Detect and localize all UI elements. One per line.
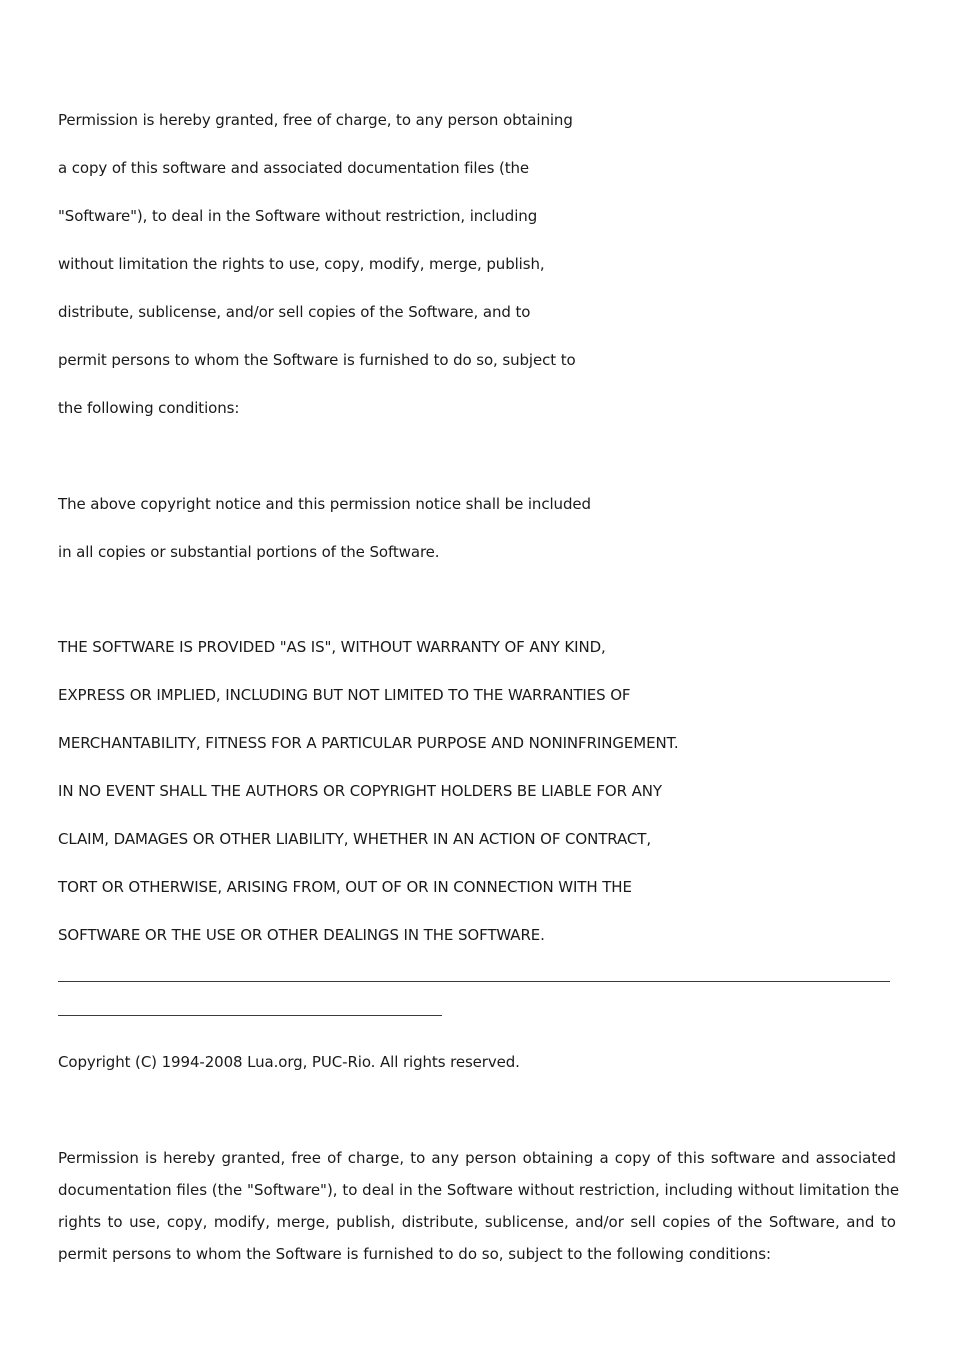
paragraph-line-3: rights to use, copy, modify, merge, publish, distribute, sublicense, and/or sell copies of the Software, and to (58, 1213, 896, 1231)
warranty-line-5: CLAIM, DAMAGES OR OTHER LIABILITY, WHETHER IN AN ACTION OF CONTRACT, (58, 830, 652, 848)
permission-line-2: a copy of this software and associated documentation files (the (58, 159, 530, 177)
warranty-line-2: EXPRESS OR IMPLIED, INCLUDING BUT NOT LIMITED TO THE WARRANTIES OF (58, 686, 631, 704)
notice-line-2: in all copies or substantial portions of the Software. (58, 543, 440, 561)
separator-rule-short (58, 1015, 442, 1016)
paragraph-line-2: documentation files (the "Software"), to deal in the Software without restriction, including without limitation the (58, 1181, 900, 1199)
permission-line-3: "Software"), to deal in the Software without restriction, including (58, 207, 538, 225)
notice-line-1: The above copyright notice and this permission notice shall be included (58, 495, 591, 513)
warranty-line-4: IN NO EVENT SHALL THE AUTHORS OR COPYRIGHT HOLDERS BE LIABLE FOR ANY (58, 782, 662, 800)
permission-line-7: the following conditions: (58, 399, 240, 417)
copyright-notice: Copyright (C) 1994-2008 Lua.org, PUC-Rio. All rights reserved. (58, 1053, 520, 1071)
separator-rule-long (58, 981, 890, 982)
permission-line-1: Permission is hereby granted, free of charge, to any person obtaining (58, 111, 573, 129)
paragraph-line-4: permit persons to whom the Software is furnished to do so, subject to the following conditions: (58, 1245, 772, 1263)
paragraph-line-1: Permission is hereby granted, free of charge, to any person obtaining a copy of this software and associated (58, 1149, 896, 1167)
permission-paragraph (58, 1142, 900, 1270)
warranty-line-3: MERCHANTABILITY, FITNESS FOR A PARTICULAR PURPOSE AND NONINFRINGEMENT. (58, 734, 679, 752)
permission-line-5: distribute, sublicense, and/or sell copies of the Software, and to (58, 303, 531, 321)
warranty-line-1: THE SOFTWARE IS PROVIDED "AS IS", WITHOUT WARRANTY OF ANY KIND, (58, 638, 606, 656)
permission-line-4: without limitation the rights to use, copy, modify, merge, publish, (58, 255, 545, 273)
warranty-line-7: SOFTWARE OR THE USE OR OTHER DEALINGS IN THE SOFTWARE. (58, 926, 545, 944)
warranty-line-6: TORT OR OTHERWISE, ARISING FROM, OUT OF OR IN CONNECTION WITH THE (58, 878, 632, 896)
permission-line-6: permit persons to whom the Software is furnished to do so, subject to (58, 351, 576, 369)
